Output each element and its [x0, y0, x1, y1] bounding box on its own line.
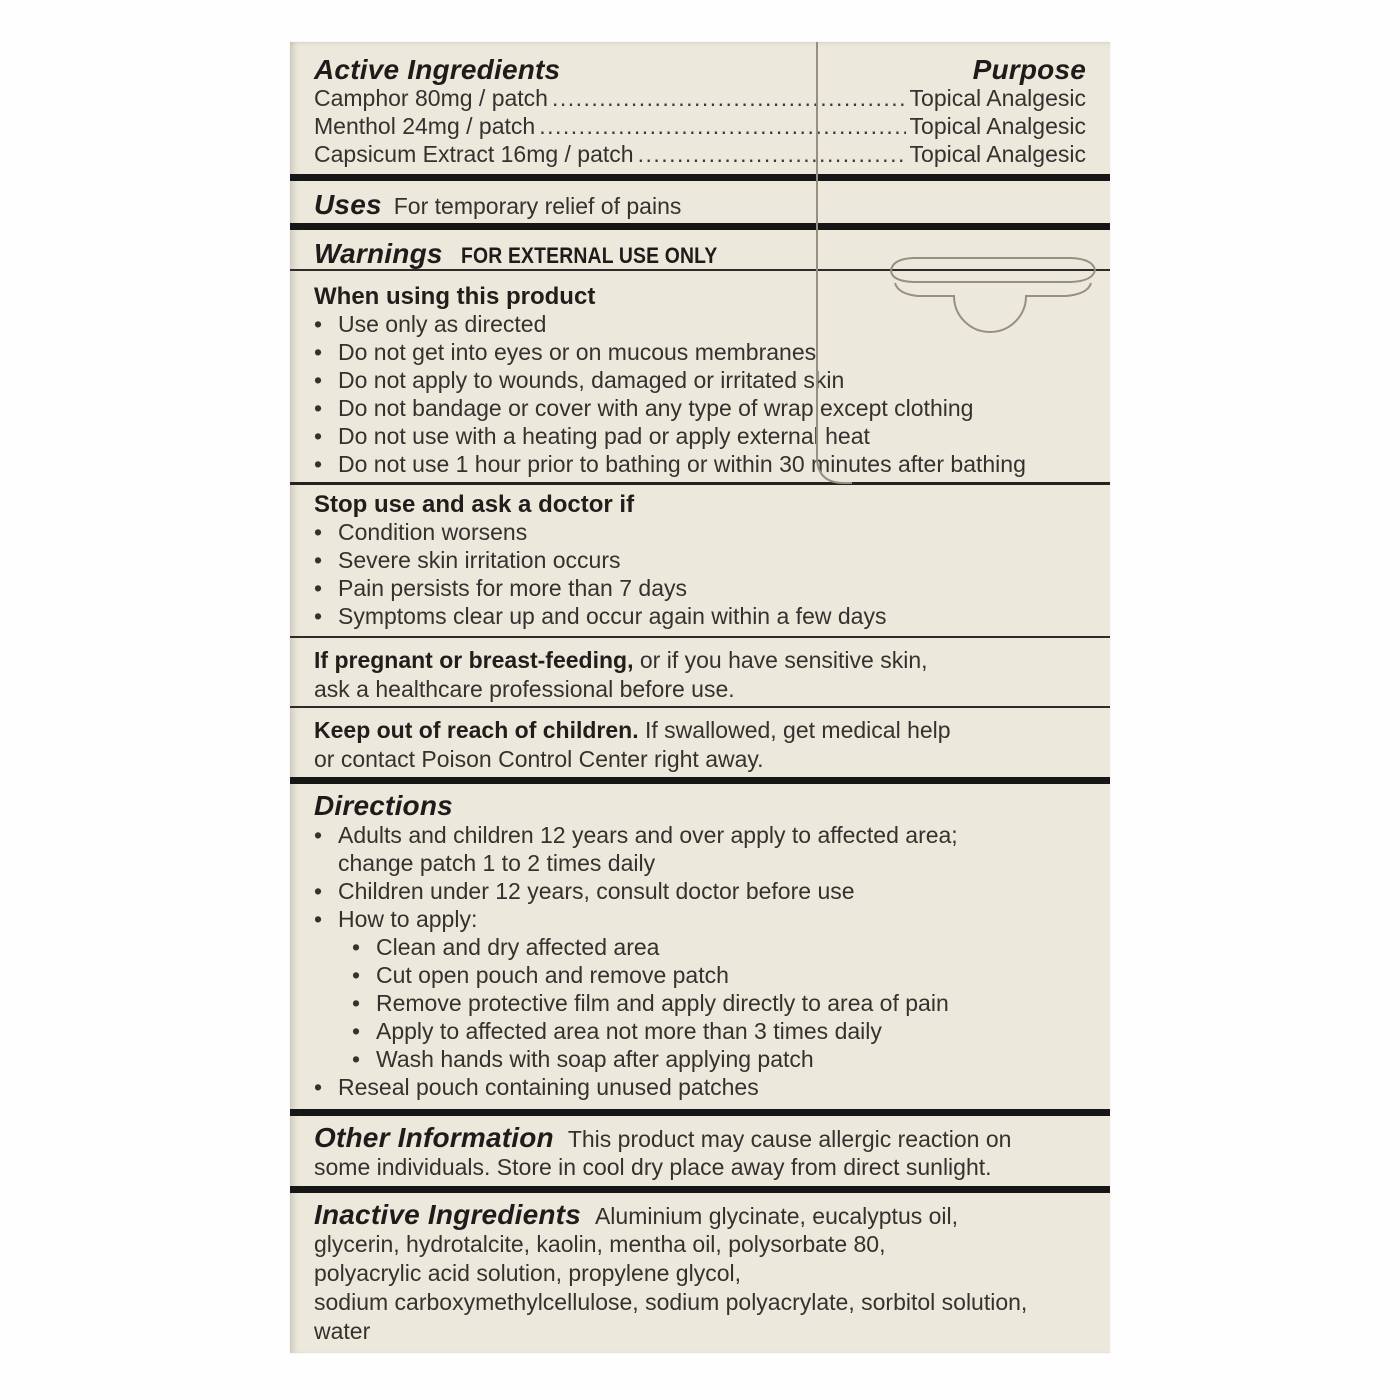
bullet-icon: •: [352, 934, 361, 960]
other-information-section: [314, 1123, 1086, 1182]
warning-bullet: [314, 366, 1086, 394]
warning-text: Condition worsens: [338, 519, 528, 545]
bullet-icon: •: [314, 311, 323, 337]
direction-text: Apply to affected area not more than 3 times daily: [376, 1018, 882, 1044]
purpose-heading: Purpose: [972, 54, 1086, 85]
when-using-heading: When using this product: [314, 283, 596, 310]
direction-text: change patch 1 to 2 times daily: [338, 850, 656, 876]
warning-bullet: [314, 602, 1086, 630]
when-using-list: [314, 310, 1086, 478]
paragraph-line: polyacrylic acid solution, propylene glycol,: [314, 1260, 741, 1286]
direction-line: [314, 1017, 1086, 1045]
warning-bullet: [314, 574, 1086, 602]
uses-section: [314, 190, 1086, 220]
ingredient-row: [314, 85, 1086, 113]
uses-text: For temporary relief of pains: [393, 193, 682, 219]
bullet-icon: •: [314, 395, 323, 421]
paragraph-line: water: [314, 1318, 371, 1344]
bullet-icon: •: [314, 1074, 323, 1100]
bullet-icon: •: [314, 423, 323, 449]
section-divider: [290, 223, 1110, 230]
direction-line: [314, 933, 1086, 961]
warning-text: Do not use 1 hour prior to bathing or within 30 minutes after bathing: [338, 451, 1026, 477]
ingredient-purpose: Topical Analgesic: [909, 85, 1086, 111]
bullet-icon: •: [314, 878, 323, 904]
warning-bullet: [314, 338, 1086, 366]
ingredient-row: [314, 141, 1086, 169]
bullet-icon: •: [314, 575, 323, 601]
direction-text: Cut open pouch and remove patch: [376, 962, 729, 988]
paragraph-line: [314, 716, 1086, 745]
bullet-icon: •: [314, 906, 323, 932]
direction-text: Remove protective film and apply directly to area of pain: [376, 990, 949, 1016]
children-warning: [314, 716, 1086, 774]
direction-line: [314, 821, 1086, 849]
bullet-icon: •: [352, 990, 361, 1016]
active-ingredients-header: [314, 55, 1086, 85]
ingredient-purpose: Topical Analgesic: [909, 141, 1086, 167]
paragraph-line: sodium carboxymethylcellulose, sodium polyacrylate, sorbitol solution,: [314, 1289, 1028, 1315]
inactive-ingredients-section: [314, 1200, 1086, 1346]
warnings-header: [314, 239, 1086, 267]
ingredient-purpose: Topical Analgesic: [909, 113, 1086, 139]
warning-text: Severe skin irritation occurs: [338, 547, 621, 573]
ingredient-row: [314, 113, 1086, 141]
warning-text: Do not get into eyes or on mucous membranes: [338, 339, 817, 365]
inactive-ingredients-rest: [314, 1230, 1086, 1346]
other-information-heading: Other Information: [314, 1122, 554, 1153]
paragraph-line: [314, 675, 1086, 704]
paragraph-line: glycerin, hydrotalcite, kaolin, mentha oil, polysorbate 80,: [314, 1231, 886, 1257]
bullet-icon: •: [314, 367, 323, 393]
direction-text: Children under 12 years, consult doctor before use: [338, 878, 855, 904]
warning-bullet: [314, 546, 1086, 574]
rule: [290, 482, 1110, 485]
bullet-icon: •: [352, 962, 361, 988]
uses-heading: Uses: [314, 189, 382, 220]
section-divider: [290, 174, 1110, 181]
drug-facts-panel: [290, 42, 1110, 1353]
paragraph-line: some individuals. Store in cool dry place away from direct sunlight.: [314, 1154, 992, 1180]
pregnant-warning: [314, 646, 1086, 704]
bullet-icon: •: [352, 1046, 361, 1072]
paragraph-text: or contact Poison Control Center right away.: [314, 746, 764, 772]
direction-line: [314, 905, 1086, 933]
direction-line: [314, 961, 1086, 989]
other-information-text: This product may cause allergic reaction on: [567, 1126, 1012, 1152]
other-information-rest: [314, 1153, 1086, 1182]
warning-text: Use only as directed: [338, 311, 547, 337]
directions-list: [314, 821, 1086, 1101]
paragraph-text: ask a healthcare professional before use.: [314, 676, 735, 702]
paragraph-line: [314, 745, 1086, 774]
section-divider: [290, 1109, 1110, 1116]
bullet-icon: •: [314, 603, 323, 629]
active-ingredients-heading: Active Ingredients: [314, 54, 561, 85]
active-ingredients-list: [314, 85, 1086, 169]
inactive-ingredients-heading: Inactive Ingredients: [314, 1199, 581, 1230]
direction-text: Clean and dry affected area: [376, 934, 660, 960]
external-use-only-label: FOR EXTERNAL USE ONLY: [460, 243, 718, 268]
direction-line: [314, 989, 1086, 1017]
warning-bullet: [314, 450, 1086, 478]
warning-text: Do not use with a heating pad or apply external heat: [338, 423, 870, 449]
warning-text: Do not bandage or cover with any type of wrap except clothing: [338, 395, 974, 421]
warning-text: Do not apply to wounds, damaged or irritated skin: [338, 367, 845, 393]
direction-line: [314, 877, 1086, 905]
warning-bullet: [314, 394, 1086, 422]
dot-leader: [552, 85, 906, 112]
inactive-ingredients-line1: [314, 1200, 1086, 1230]
dot-leader: [638, 141, 906, 168]
direction-text: Adults and children 12 years and over apply to affected area;: [338, 822, 958, 848]
bold-lead-in: If pregnant or breast-feeding,: [314, 647, 634, 673]
bullet-icon: •: [314, 547, 323, 573]
ingredient-name: Capsicum Extract 16mg / patch: [314, 141, 634, 167]
ingredient-name: Camphor 80mg / patch: [314, 85, 548, 111]
warnings-heading: Warnings: [314, 238, 443, 269]
direction-text: Wash hands with soap after applying patch: [376, 1046, 814, 1072]
rule: [290, 636, 1110, 638]
direction-text: How to apply:: [338, 906, 478, 932]
direction-line: [314, 1045, 1086, 1073]
warning-text: Symptoms clear up and occur again within a few days: [338, 603, 887, 629]
direction-line: [314, 849, 1086, 877]
direction-text: Reseal pouch containing unused patches: [338, 1074, 759, 1100]
warning-text: Pain persists for more than 7 days: [338, 575, 687, 601]
stop-use-list: [314, 518, 1086, 630]
ingredient-name: Menthol 24mg / patch: [314, 113, 536, 139]
stop-use-heading: Stop use and ask a doctor if: [314, 491, 635, 518]
warning-bullet: [314, 310, 1086, 338]
section-divider: [290, 777, 1110, 784]
warning-bullet: [314, 518, 1086, 546]
paragraph-text: If swallowed, get medical help: [638, 717, 951, 743]
paragraph-text: or if you have sensitive skin,: [633, 647, 928, 673]
rule: [290, 269, 1110, 271]
dot-leader: [539, 113, 905, 140]
bullet-icon: •: [352, 1018, 361, 1044]
bullet-icon: •: [314, 451, 323, 477]
bullet-icon: •: [314, 339, 323, 365]
inactive-ingredients-text: Aluminium glycinate, eucalyptus oil,: [594, 1203, 959, 1229]
rule: [290, 706, 1110, 708]
other-information-line1: [314, 1123, 1086, 1153]
directions-heading: Directions: [314, 790, 453, 821]
warning-bullet: [314, 422, 1086, 450]
bullet-icon: •: [314, 519, 323, 545]
bullet-icon: •: [314, 822, 323, 848]
paragraph-line: [314, 646, 1086, 675]
bold-lead-in: Keep out of reach of children.: [314, 717, 639, 743]
section-divider: [290, 1186, 1110, 1193]
direction-line: [314, 1073, 1086, 1101]
